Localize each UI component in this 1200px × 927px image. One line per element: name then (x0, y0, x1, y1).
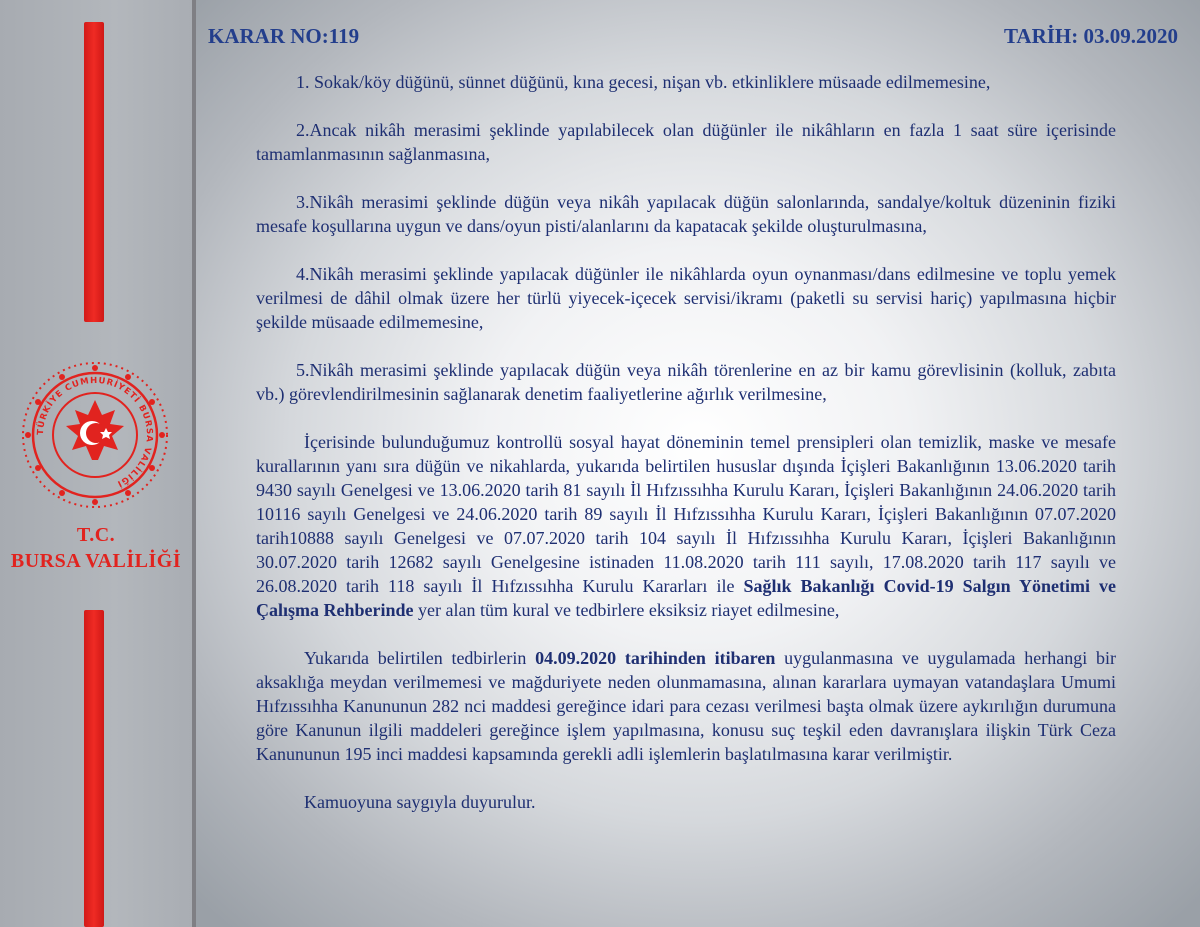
paragraph-regulations-bold: Sağlık Bakanlığı Covid-19 Salgın Yönetimi ve Çalışma Rehberinde (256, 576, 1116, 620)
paragraph-effective-date (256, 646, 1116, 766)
article-2: 2.Ancak nikâh merasimi şeklinde yapılabilecek olan düğünler ile nikâhların en fazla 1 saat süre içerisinde tamamlanmasının sağlanmasına, (256, 120, 1116, 164)
paragraph-regulations-text-2: yer alan tüm kural ve tedbirlere eksiksiz riayet edilmesine, (413, 600, 840, 620)
paragraph-effective-text-1: Yukarıda belirtilen tedbirlerin (304, 648, 536, 668)
article-5: 5.Nikâh merasimi şeklinde yapılacak düğün veya nikâh törenlerine en az bir kamu görevlisinin (kolluk, zabıta vb.) görevlendirilmesinin sağlanarak denetim faaliyetlerine ağırlık verilmesine, (256, 360, 1116, 404)
org-line-bursa-valiligi: BURSA VALİLİĞİ (10, 550, 182, 572)
decision-date: TARİH: 03.09.2020 (1003, 24, 1178, 48)
paragraph-effective-bold: 04.09.2020 tarihinden itibaren (535, 648, 776, 668)
organization-name (0, 522, 192, 574)
svg-text:TÜRKİYE CUMHURİYETİ BURSA VALİ: TÜRKİYE CUMHURİYETİ BURSA VALİLİĞİ (35, 375, 155, 489)
paragraph-regulations (256, 430, 1116, 622)
paragraph-regulations-text-1: İçerisinde bulunduğumuz kontrollü sosyal hayat döneminin temel prensipleri olan temizlik, maske ve mesafe kurallarının yanı sıra düğün ve nikahlarda, yukarıda belirtilen hususlar dışında İçişleri Bakanlığının 13.06.2020 tarih 9430 sayılı Genelgesi ve 13.06.2020 tarih 81 sayılı İl Hıfzıssıhha Kurulu Kararı, İçişleri Bakanlığının 24.06.2020 tarih 10116 sayılı Genelgesi ve 24.06.2020 tarih 89 sayılı İl Hıfzıssıhha Kurulu Kararı, İçişleri Bakanlığının 07.07.2020 tarih10888 sayılı Genelgesi ve 07.07.2020 tarih 104 sayılı İl Hıfzıssıhha Kurulu Kararı, İçişleri Bakanlığının 30.07.2020 tarih 12682 sayılı Genelgesine istinaden 11.08.2020 tarih 111 sayılı, 17.08.2020 tarih 117 sayılı ve 26.08.2020 tarih 118 sayılı İl Hıfzıssıhha Kurulu Kararları ile (256, 432, 1116, 596)
decision-text (256, 70, 1116, 838)
sidebar-panel (0, 0, 192, 927)
org-line-tc: T.C. (76, 524, 116, 546)
bursa-governorship-emblem (20, 360, 170, 510)
article-4: 4.Nikâh merasimi şeklinde yapılacak düğünler ile nikâhlarda oyun oynanması/dans edilmesine ve toplu yemek verilmesi de dâhil olmak üzere her türlü yiyecek-içecek servisi/ikramı (paketli su servisi hariç) yapılmasına hiçbir şekilde müsaade edilmemesine, (256, 264, 1116, 332)
closing-line: Kamuoyuna saygıyla duyurulur. (304, 792, 536, 812)
red-accent-bar-top (84, 22, 104, 322)
document-body (196, 0, 1200, 927)
article-3: 3.Nikâh merasimi şeklinde düğün veya nikâh yapılacak düğün salonlarında, sandalye/koltuk düzeninin fiziki mesafe koşullarına uygun ve dans/oyun pisti/alanlarını da kapatacak şekilde oluşturulmasına, (256, 192, 1116, 236)
paragraph-effective-text-2: uygulanmasına ve uygulamada herhangi bir aksaklığa meydan verilmemesi ve mağduriyete neden olunmamasına, alınan kararlara uymayan vatandaşlara Umumi Hıfzıssıhha Kanununun 282 nci maddesi gereğince idari para cezası verilmesi başta olmak üzere aykırılığın durumuna göre Kanunun ilgili maddeleri gereğince işlem yapılmasına, konusu suç teşkil eden davranışlara ilişkin Türk Ceza Kanununun 195 inci maddesi kapsamında gerekli adli işlemlerin başlatılmasına karar verilmiştir. (256, 648, 1116, 764)
red-accent-bar-bottom (84, 610, 104, 927)
article-1: 1. Sokak/köy düğünü, sünnet düğünü, kına gecesi, nişan vb. etkinliklere müsaade edilmemesine, (296, 72, 991, 92)
decision-number: KARAR NO:119 (208, 24, 360, 48)
